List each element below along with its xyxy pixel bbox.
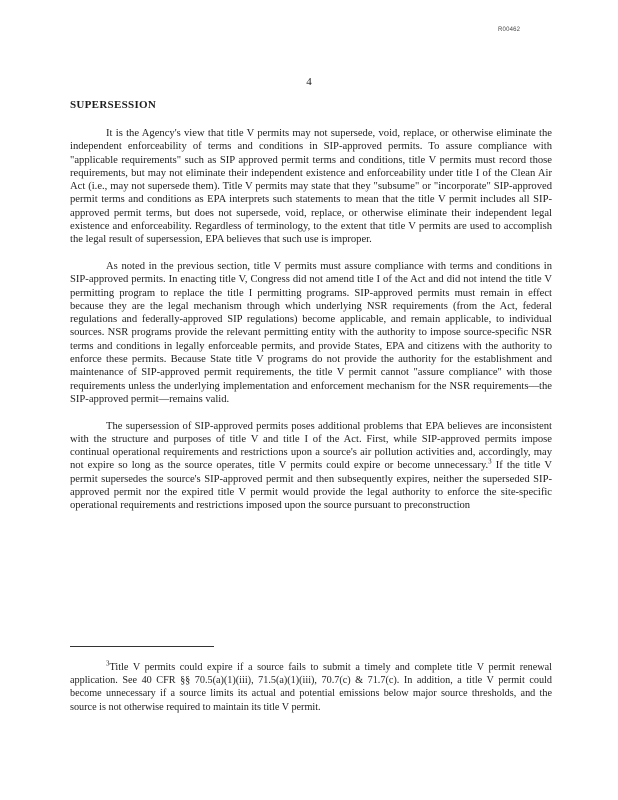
body-text [70, 127, 552, 526]
paragraph-3 [70, 420, 552, 513]
bates-stamp: R00462 [498, 27, 521, 33]
paragraph-2: As noted in the previous section, title V permits must assure compliance with terms and conditions in SIP-approved permits. In enacting title V, Congress did not amend title I of the Act and did not intend the title V permitting program to replace the title I permitting programs. SIP-approved permits must remain in effect because they are the legal mechanism through which underlying NSR requirements (from the Act, federal regulations and federally-approved SIP regulations) become applicable, and remain applicable, to individual sources. NSR programs provide the relevant permitting entity with the authority to impose source-specific NSR terms and conditions in legally enforceable permits, and provide States, EPA and citizens with the authority to enforce these permits. Because State title V programs do not provide the authority for the establishment and maintenance of SIP-approved permit requirements, the title V permit cannot "assure compliance" with those requirements unless the underlying implementation and enforcement mechanism for the NSR requirements—the SIP-approved permit—remains valid. [70, 260, 552, 405]
page-number: 4 [306, 76, 312, 88]
footnote-text: Title V permits could expire if a source fails to submit a timely and complete title V permit renewal application. See 40 CFR §§ 70.5(a)(1)(iii), 71.5(a)(1)(iii), 70.7(c) & 71.7(c). In addition, a title V permit could become unnecessary if a source limits its actual and potential emissions below major source thresholds, and the source is not otherwise required to maintain its title V permit. [70, 662, 552, 713]
footnote-paragraph [70, 661, 552, 714]
paragraph-3-part-2: If the title V permit supersedes the source's SIP-approved permit and then subsequently expires, neither the superseded SIP-approved permit nor the expired title V permit would provide the legal authority to enforce the site-specific operational requirements and restrictions imposed upon the source pursuant to preconstruction [70, 460, 552, 512]
footnote [70, 661, 552, 714]
footnote-separator [70, 646, 214, 647]
paragraph-1: It is the Agency's view that title V permits may not supersede, void, replace, or otherwise eliminate the independent enforceability of terms and conditions in SIP-approved permits. To assure compliance with "applicable requirements" such as SIP approved permit terms and conditions, title V permits must record those requirements, but may not eliminate their independent existence and enforceability under title I of the Clean Air Act (i.e., may not supersede them). Title V permits may state that they "subsume" or "incorporate" SIP-approved permit terms and conditions as EPA interprets such statements to mean that the title V permit includes all SIP-approved permit terms, but does not supersede, void, replace, or otherwise eliminate their independent legal existence and enforceability. Regardless of terminology, to the extent that title V permits are used to accomplish the legal result of supersession, EPA believes that such use is improper. [70, 128, 552, 246]
paragraph-3-part-1: The supersession of SIP-approved permits poses additional problems that EPA believes are inconsistent with the structure and purposes of title V and title I of the Act. First, while SIP-approved permits impose continual operational requirements and restrictions upon a source's air pollution activities and, accordingly, may not expire so long as the source operates, title V permits could expire or become unnecessary. [70, 420, 552, 472]
footnote-number: 3 [106, 659, 110, 668]
footnote-marker: 3 [488, 457, 492, 466]
section-heading: SUPERSESSION [70, 99, 157, 111]
